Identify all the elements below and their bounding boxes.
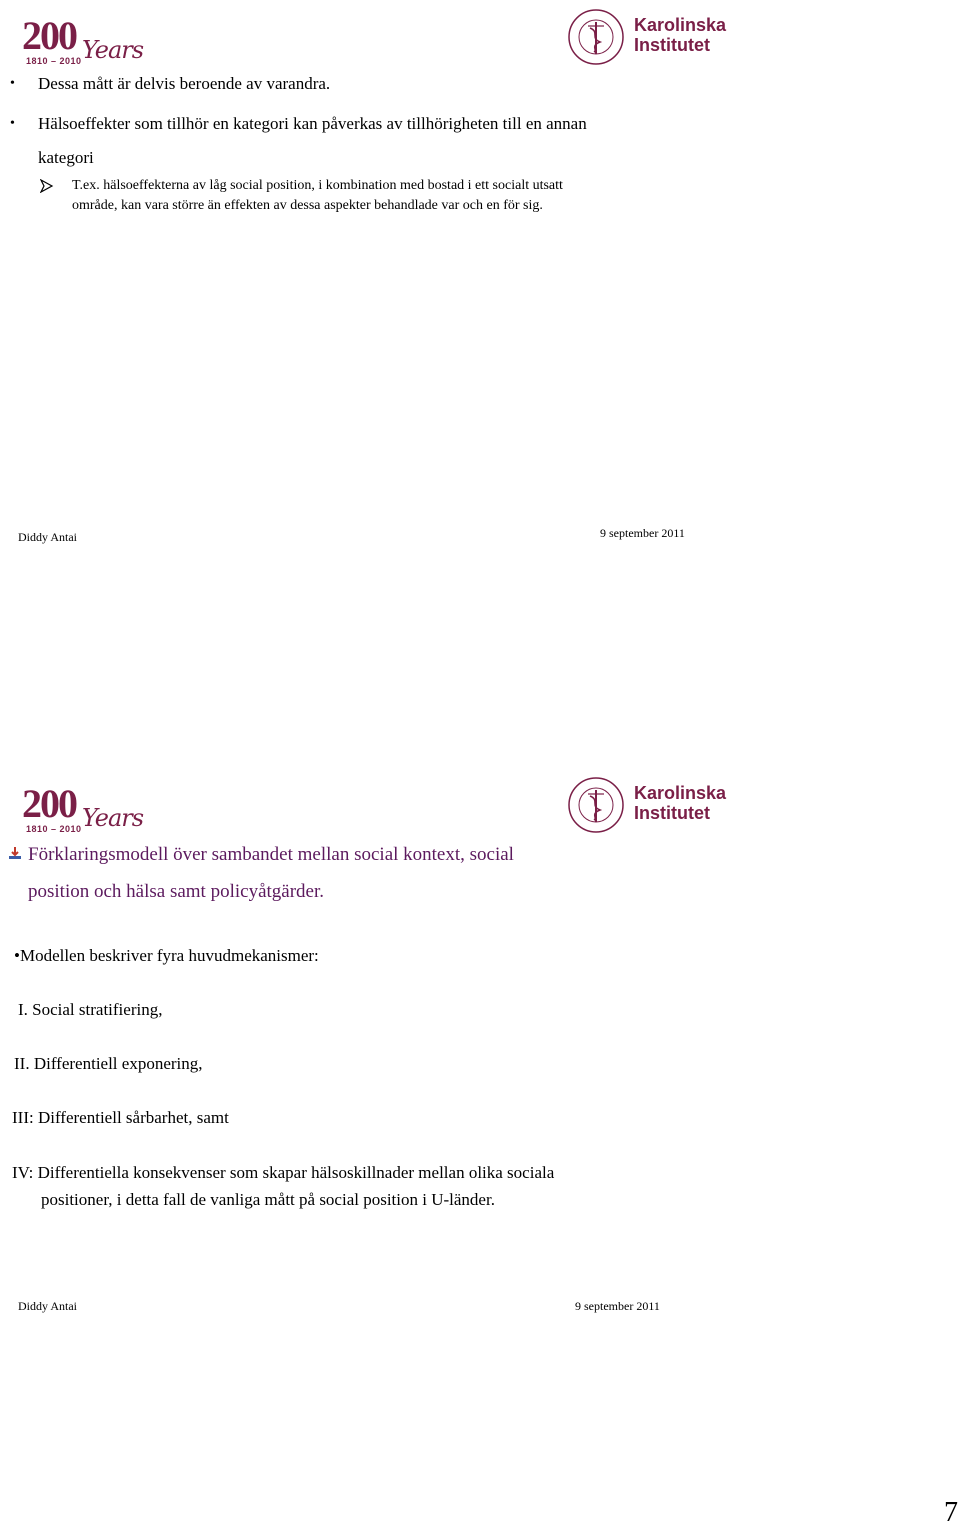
slide2-heading-line1: Förklaringsmodell över sambandet mellan social kontext, social: [28, 844, 514, 865]
slide1-sub-bullet-line1: T.ex. hälsoeffekterna av låg social position, i kombination med bostad i ett socialt utsatt: [72, 178, 563, 193]
logo-200-years: [22, 781, 144, 836]
slide2-item-2: II. Differentiell exponering,: [14, 1054, 203, 1073]
slide1-bullet-2: Hälsoeffekter som tillhör en kategori kan påverkas av tillhörigheten till en annan: [38, 114, 587, 133]
slide1-bullet-1: Dessa mått är delvis beroende av varandra.: [38, 74, 331, 93]
karolinska-name-line1: Karolinska: [634, 783, 727, 803]
slide2-item-3: III: Differentiell sårbarhet, samt: [12, 1108, 229, 1127]
karolinska-name-line1: Karolinska: [634, 15, 727, 35]
slide2-heading-line2: position och hälsa samt policyåtgärder.: [28, 881, 325, 902]
karolinska-name-line2: Institutet: [634, 35, 710, 55]
karolinska-name-line2: Institutet: [634, 803, 710, 823]
logo-200-number: 200: [22, 13, 76, 58]
karolinska-logo: [566, 774, 727, 836]
bullet-dot: •: [10, 76, 15, 91]
logo-200-script: Years: [82, 36, 144, 64]
bullet-dot: •: [10, 116, 15, 131]
karolinska-seal-icon: [566, 774, 626, 836]
slide1-bullet-2-continuation: kategori: [38, 148, 94, 167]
slide2-item-1: I. Social stratifiering,: [18, 1000, 163, 1019]
slide2-item-4: IV: Differentiella konsekvenser som skapar hälsoskillnader mellan olika sociala: [12, 1163, 555, 1182]
slide1-footer-date: 9 september 2011: [600, 526, 685, 540]
slide1-sub-bullet-line2: område, kan vara större än effekten av dessa aspekter behandlade var och en för sig.: [72, 198, 543, 213]
slide2-footer-author: Diddy Antai: [18, 1299, 77, 1313]
slide1-footer-author: Diddy Antai: [18, 530, 77, 544]
logo-200-years-range: 1810 – 2010: [26, 824, 82, 834]
karolinska-logo: [566, 6, 727, 68]
logo-200-script: Years: [82, 804, 144, 832]
arrow-bullet-icon: [40, 179, 54, 193]
logo-200-years-range: 1810 – 2010: [26, 56, 82, 66]
logo-200-years: [22, 13, 144, 68]
slide2-item-4-line2: positioner, i detta fall de vanliga mått på social position i U-länder.: [41, 1190, 495, 1209]
download-arrow-icon: [8, 846, 22, 860]
karolinska-seal-icon: [566, 6, 626, 68]
logo-200-number: 200: [22, 781, 76, 826]
slide2-intro: •Modellen beskriver fyra huvudmekanismer:: [14, 946, 319, 965]
slide2-footer-date: 9 september 2011: [575, 1299, 660, 1313]
page-number: 7: [944, 1497, 958, 1528]
